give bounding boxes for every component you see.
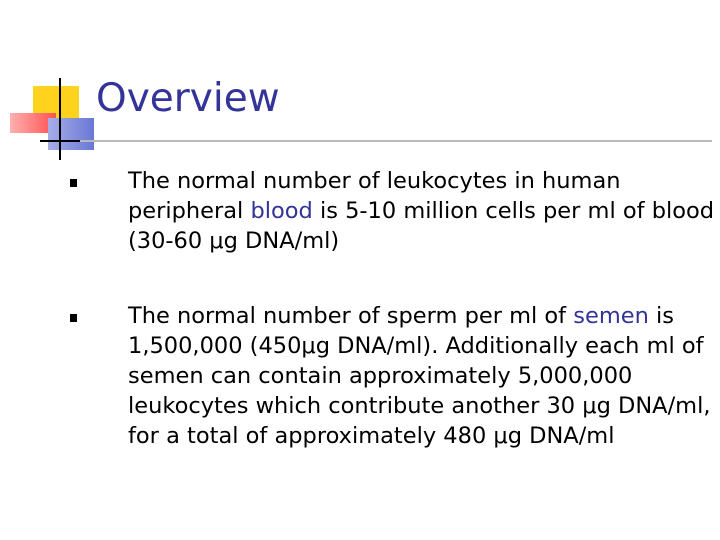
highlight-term-semen: semen [573, 303, 649, 329]
bullet-text [128, 166, 718, 256]
bullet-text-part: The normal number of leukocytes in human peripheral [128, 168, 621, 224]
bullet-text-part: is 1,500,000 (450μg DNA/ml). Additionally each ml of semen can contain approximately 5,000,000 leukocytes which contribute another 30 μg DNA/ml, for a total of approximately 480 μg DNA/ml [128, 303, 711, 449]
square-bullet-icon [70, 314, 77, 322]
square-bullet-icon [70, 179, 77, 187]
bullet-text-part: The normal number of sperm per ml of [128, 303, 574, 329]
bullet-text-part: is 5-10 million cells per ml of blood (30-60 μg DNA/ml) [128, 198, 715, 254]
slide-title: Overview [96, 76, 280, 121]
bullet-text [128, 301, 718, 451]
highlight-term-blood: blood [250, 198, 313, 224]
